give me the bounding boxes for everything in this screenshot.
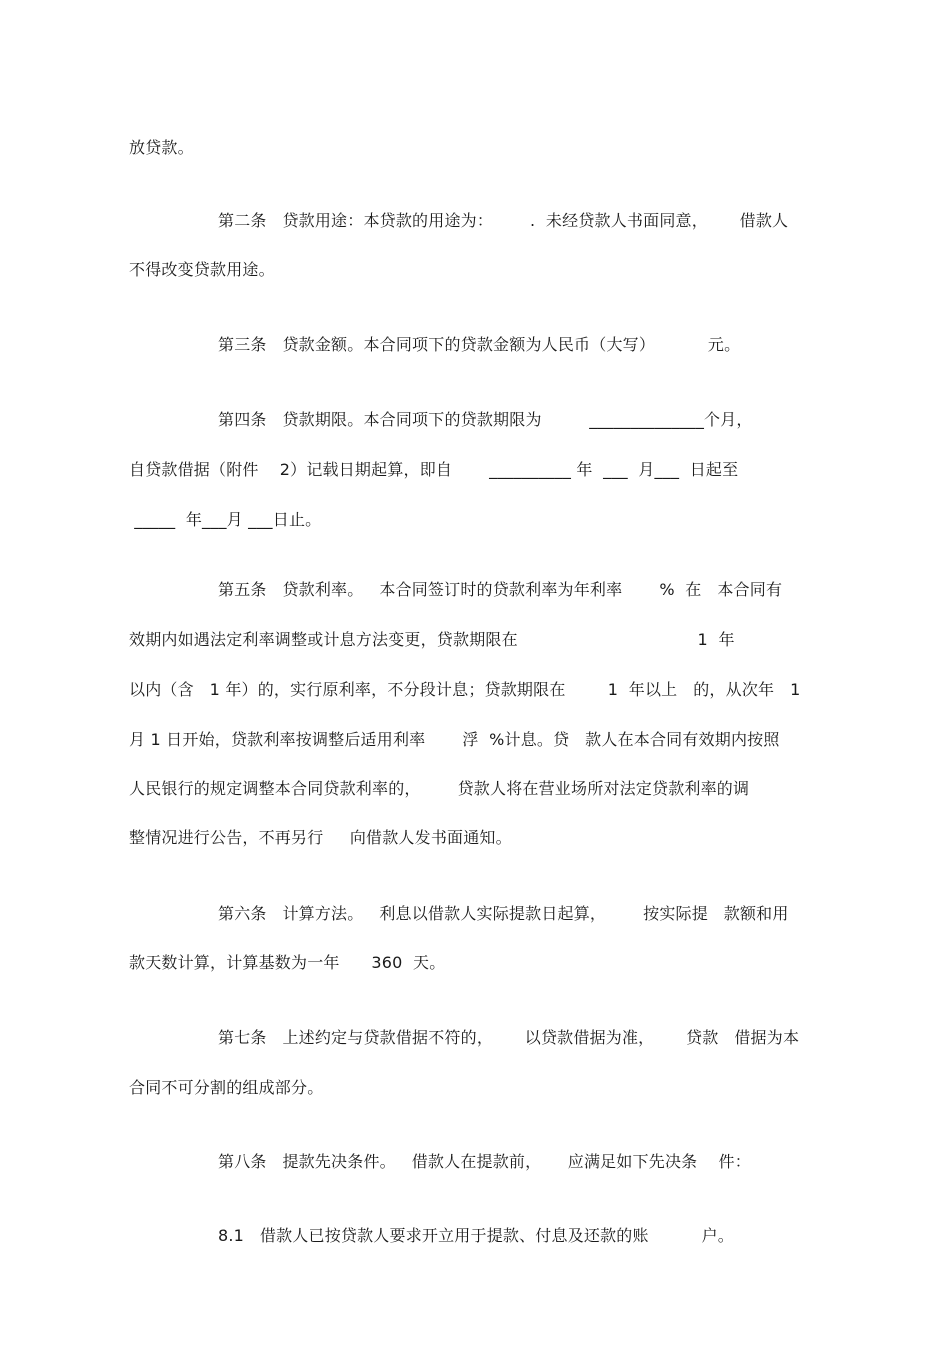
article-5-line-4: 月 1 日开始，贷款利率按调整后适用利率 浮 %计息。贷 款人在本合同有效期内按照 (129, 730, 780, 749)
article-2-line-1: 第二条 贷款用途：本贷款的用途为： . 未经贷款人书面同意， 借款人 (218, 211, 789, 230)
article-5-line-5: 人民银行的规定调整本合同贷款利率的， 贷款人将在营业场所对法定贷款利率的调 (129, 779, 750, 798)
text-line: 放贷款。 (129, 138, 194, 157)
article-4-line-2: 自贷款借据（附件 2）记载日期起算，即自 __________ 年 ___ 月___ 日起至 (129, 460, 739, 479)
article-6-line-2: 款天数计算，计算基数为一年 360 天。 (129, 953, 446, 972)
article-5-line-6: 整情况进行公告，不再另行 向借款人发书面通知。 (129, 828, 512, 847)
article-6-line-1: 第六条 计算方法。 利息以借款人实际提款日起算， 按实际提 款额和用 (218, 904, 789, 923)
article-4-line-1: 第四条 贷款期限。本合同项下的贷款期限为 ______________个月， (218, 410, 753, 429)
article-7-line-1: 第七条 上述约定与贷款借据不符的， 以贷款借据为准， 贷款 借据为本 (218, 1028, 800, 1047)
article-4-line-3: _____ 年___月 ___日止。 (129, 510, 322, 529)
article-5-line-2: 效期内如遇法定利率调整或计息方法变更，贷款期限在 1 年 (129, 630, 735, 649)
article-8-line-1: 第八条 提款先决条件。 借款人在提款前， 应满足如下先决条 件： (218, 1152, 751, 1171)
article-2-line-2: 不得改变贷款用途。 (129, 260, 275, 279)
article-5-line-1: 第五条 贷款利率。 本合同签订时的贷款利率为年利率 % 在 本合同有 (218, 580, 783, 599)
article-5-line-3: 以内（含 1 年）的，实行原利率，不分段计息；贷款期限在 1 年以上 的，从次年 1 (129, 680, 801, 699)
article-3-line-1: 第三条 贷款金额。本合同项下的贷款金额为人民币（大写） 元。 (218, 335, 741, 354)
article-7-line-2: 合同不可分割的组成部分。 (129, 1078, 324, 1097)
clause-8-1-line-1: 8.1 借款人已按贷款人要求开立用于提款、付息及还款的账 户。 (218, 1226, 734, 1245)
